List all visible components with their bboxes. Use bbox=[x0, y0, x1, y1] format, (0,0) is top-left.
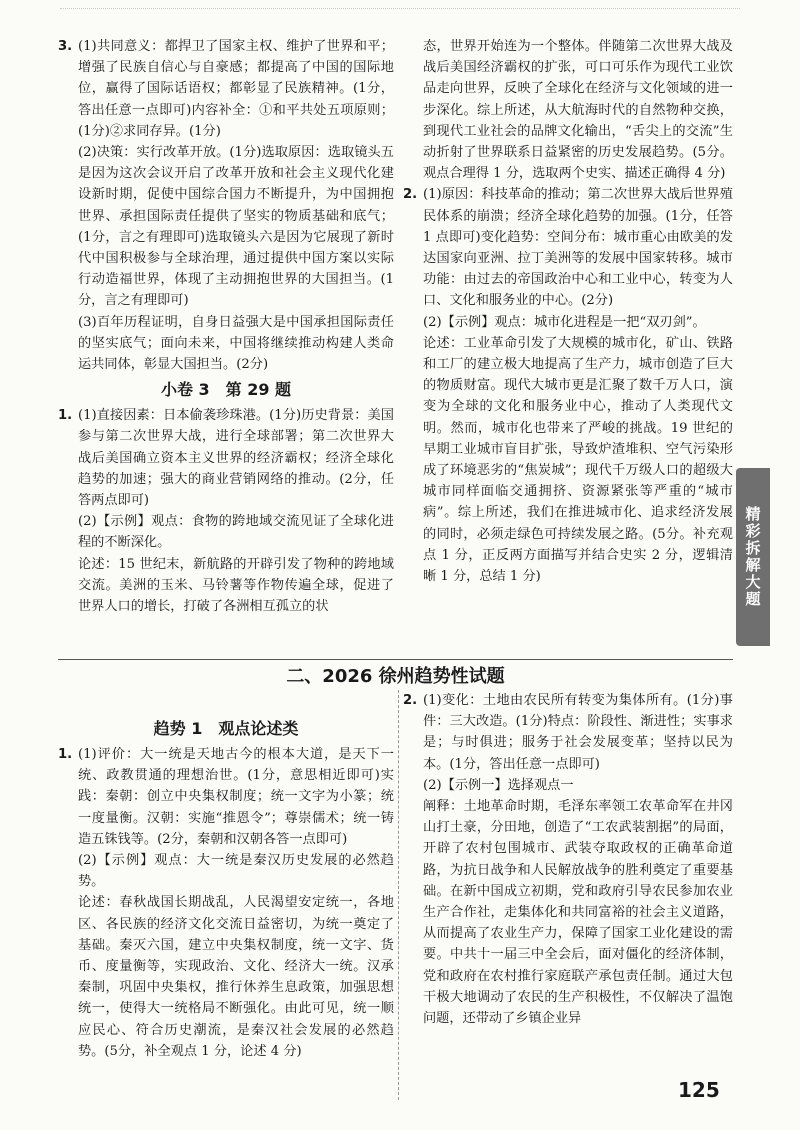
trend-left-column bbox=[58, 714, 394, 1062]
section-divider bbox=[58, 659, 733, 660]
trend-title: 趋势 1 观点论述类 bbox=[153, 719, 299, 738]
scan-noise-line bbox=[60, 8, 740, 9]
side-tab: 精彩拆解大题 bbox=[736, 468, 770, 646]
trend-right-column bbox=[403, 690, 733, 1029]
trend-answer-1-part-3: 论述：春秋战国长期战乱，人民渴望安定统一，各地区、各民族的经济文化交流日益密切，为统一奠定了基础。秦灭六国，建立中央集权制度，统一文字、货币、度量衡等，实现政治、文化、经济大一统。汉承秦制，巩固中央集权，推行休养生息政策，加强思想统一，使得大一统格局不断强化。由此可见，统一顺应民心、符合历史潮流，是秦汉社会发展的必然趋势。(5分，补全观点 1 分，论述 4 分) bbox=[78, 895, 394, 1059]
column-divider bbox=[398, 690, 399, 1100]
section-title: 二、2026 徐州趋势性试题 bbox=[286, 666, 505, 687]
answer-3-part-3: (3)百年历程证明，自身日益强大是中国承担国际责任的坚实底气；面向未来，中国将继续推动构建人类命运共同体，彰显大国担当。(2分) bbox=[78, 314, 394, 373]
question-number: 2. bbox=[403, 693, 418, 708]
subsection-title: 小卷 3 第 29 题 bbox=[160, 380, 292, 400]
question-number: 3. bbox=[58, 39, 73, 54]
answer-2-part-1: 2. (1)原因：科技革命的推动；第二次世界大战后世界殖民体系的崩溃；经济全球化趋势的加强。(1分，任答 1 点即可)变化趋势：空间分布：城市重心由欧美的发达国家向亚洲、拉丁美洲等的发展中国家转移。城市功能：由过去的帝国政治中心和工业中心，转变为人口、文化和服务业的中心。(2分) bbox=[403, 184, 733, 311]
question-number: 2. bbox=[403, 187, 418, 203]
answer-1-continued: 态，世界开始连为一个整体。伴随第二次世界大战及战后美国经济霸权的扩张，可口可乐作为现代工业饮品走向世界，反映了全球化在经济与文化领域的进一步深化。综上所述，从大航海时代的自然物种交换，到现代工业社会的品牌文化输出，“舌尖上的交流”生动折射了世界联系日益紧密的历史发展趋势。(5分。观点合理得 1 分，选取两个史实、描述正确得 4 分) bbox=[423, 39, 733, 182]
page-number: 125 bbox=[678, 1078, 720, 1102]
trend-answer-2-part-1: 2. (1)变化：土地由农民所有转变为集体所有。(1分)事件：三大改造。(1分)特点：阶段性、渐进性；实事求是；与时俱进；服务于社会发展变革；坚持以民为本。(1分，答出任意一点即可) bbox=[403, 690, 733, 775]
trend-answer-2-part-2: (2)【示例一】选择观点一 bbox=[423, 777, 574, 793]
left-column bbox=[58, 36, 394, 617]
answer-3-part-1: 3. (1)共同意义：都捍卫了国家主权、维护了世界和平；增强了民族自信心与自豪感；都提高了中国的国际地位，赢得了国际话语权；都彰显了民族精神。(1分，答出任意一点即可)内容补全：①和平共处五项原则；(1分)②求同存异。(1分) bbox=[58, 36, 394, 142]
answer-2-part-3: 论述：工业革命引发了大规模的城市化，矿山、铁路和工厂的建立极大地提高了生产力，城市创造了巨大的物质财富。现代大城市更是汇聚了数千万人口，演变为全球的文化和服务业中心，推动了人类现代文明。然而，城市化也带来了严峻的挑战。19 世纪的早期工业城市盲目扩张，导致炉渣堆积、空气污染形成了环境恶劣的“焦炭城”；现代千万级人口的超级大城市同样面临交通拥挤、资源紧张等严重的“城市病”。综上所述，我们在推进城市化、追求经济发展的同时，必须走绿色可持续发展之路。(5分。补充观点 1 分，正反两方面描写并结合史实 2 分，逻辑清晰 1 分，总结 1 分) bbox=[423, 335, 733, 585]
answer-2-part-2: (2)【示例】观点：城市化进程是一把“双刃剑”。 bbox=[423, 314, 706, 330]
trend-answer-1-part-2: (2)【示例】观点：大一统是秦汉历史发展的必然趋势。 bbox=[78, 853, 394, 890]
question-number: 1. bbox=[58, 408, 73, 424]
trend-answer-1-part-1: 1. (1)评价：大一统是天地古今的根本大道，是天下一统、政教贯通的理想治世。(1分，意思相近即可)实践：秦朝：创立中央集权制度；统一文字为小篆；统一度量衡。汉朝：实施“推恩令”；尊崇儒术；统一铸造五铢钱等。(2分，秦朝和汉朝各答一点即可) bbox=[58, 744, 394, 850]
answer-1-part-1: 1. (1)直接因素：日本偷袭珍珠港。(1分)历史背景：美国参与第二次世界大战，进行全球部署；第二次世界大战后美国确立资本主义世界的经济霸权；经济全球化趋势的加速；强大的商业营销网络的推动。(2分，任答两点即可) bbox=[58, 405, 394, 511]
right-column bbox=[403, 36, 733, 587]
answer-3-part-2: (2)决策：实行改革开放。(1分)选取原因：选取镜头五是因为这次会议开启了改革开放和社会主义现代化建设新时期，促使中国综合国力不断提升，为中国拥抱世界、承担国际责任提供了坚实的物质基础和底气；(1分，言之有理即可)选取镜头六是因为它展现了新时代中国积极参与全球治理，通过提供中国方案以实际行动造福世界，体现了主动拥抱世界的大国担当。(1分，言之有理即可) bbox=[78, 145, 394, 309]
answer-1-part-3: 论述：15 世纪末，新航路的开辟引发了物种的跨地域交流。美洲的玉米、马铃薯等作物传遍全球，促进了世界人口的增长，打破了各洲相互孤立的状 bbox=[78, 556, 394, 615]
question-number: 1. bbox=[58, 747, 73, 762]
answer-1-part-2: (2)【示例】观点：食物的跨地域交流见证了全球化进程的不断深化。 bbox=[78, 514, 394, 551]
trend-answer-2-part-3: 阐释：土地革命时期，毛泽东率领工农革命军在井冈山打土豪，分田地，创造了“工农武装割据”的局面，开辟了农村包围城市、武装夺取政权的正确革命道路，为抗日战争和人民解放战争的胜利奠定了重要基础。在新中国成立初期，党和政府引导农民参加农业生产合作社，走集体化和共同富裕的社会主义道路，从而提高了农业生产力，保障了国家工业化建设的需要。中共十一届三中全会后，面对僵化的经济体制，党和政府在农村推行家庭联产承包责任制。通过大包干极大地调动了农民的生产积极性，不仅解决了温饱问题，还带动了乡镇企业异 bbox=[423, 799, 733, 1027]
